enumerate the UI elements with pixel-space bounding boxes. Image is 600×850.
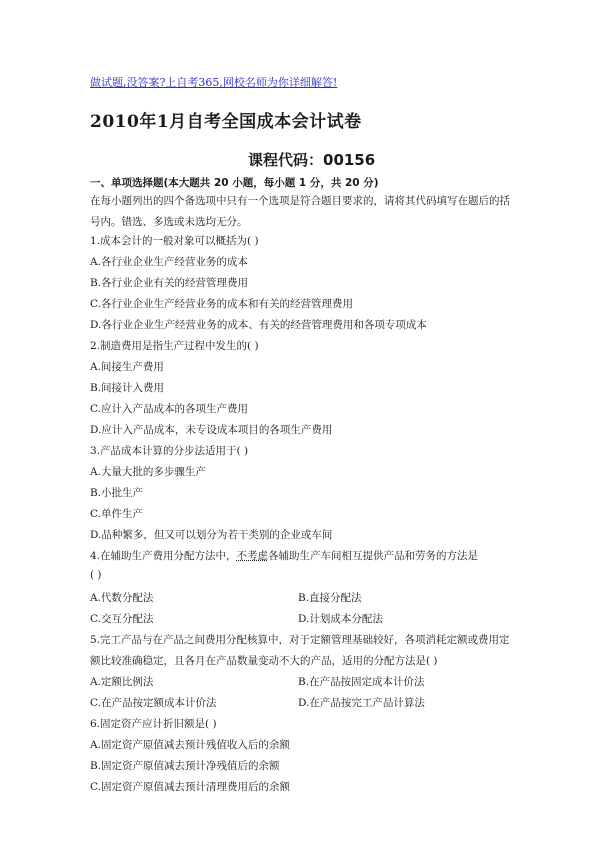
question-4-stem-before: 4.在辅助生产费用分配方法中， <box>90 550 237 562</box>
question-4-stem <box>90 548 478 563</box>
question-5-stem-line2: 额比较准确稳定，且各月在产品数量变动不大的产品，适用的分配方法是( ) <box>90 655 438 667</box>
question-5-stem-line1: 5.完工产品与在产品之间费用分配核算中，对于定额管理基础较好，各项消耗定额或费用定 <box>90 634 510 646</box>
question-2-option-d: D.应计入产品成本，未专设成本项目的各项生产费用 <box>90 424 333 436</box>
question-1-option-a: A.各行业企业生产经营业务的成本 <box>90 256 248 268</box>
question-3-stem: 3.产品成本计算的分步法适用于( ) <box>90 445 249 457</box>
question-1-stem: 1.成本会计的一般对象可以概括为( ) <box>90 235 259 247</box>
question-2-option-a: A.间接生产费用 <box>90 361 164 373</box>
question-4-option-b: B.直接分配法 <box>298 592 362 604</box>
question-6-option-c: C.固定资产原值减去预计清理费用后的余额 <box>90 781 290 793</box>
question-5-option-c: C.在产品按定额成本计价法 <box>90 697 217 709</box>
question-2-stem: 2.制造费用是指生产过程中发生的( ) <box>90 340 259 352</box>
question-4-option-c: C.交互分配法 <box>90 613 154 625</box>
question-4-option-a: A.代数分配法 <box>90 592 154 604</box>
question-4-stem-after: 各辅助生产车间相互提供产品和劳务的方法是 <box>268 550 479 562</box>
course-code: 课程代码：00156 <box>248 151 376 169</box>
section-heading: 一、单项选择题(本大题共 20 小题，每小题 1 分，共 20 分) <box>90 177 379 189</box>
question-3-option-a: A.大量大批的多步骤生产 <box>90 466 206 478</box>
question-5-option-b: B.在产品按固定成本计价法 <box>298 676 425 688</box>
question-5-option-a: A.定额比例法 <box>90 676 154 688</box>
question-2-option-c: C.应计入产品成本的各项生产费用 <box>90 403 248 415</box>
question-4-stem-emphasis: 不考虑 <box>236 550 269 562</box>
question-6-option-b: B.固定资产原值减去预计净残值后的余额 <box>90 760 280 772</box>
question-1-option-d: D.各行业企业生产经营业务的成本、有关的经营管理费用和各项专项成本 <box>90 319 427 331</box>
question-1-option-b: B.各行业企业有关的经营管理费用 <box>90 277 249 289</box>
exam-title: 2010年1月自考全国成本会计试卷 <box>90 112 362 132</box>
question-2-option-b: B.间接计入费用 <box>90 382 165 394</box>
ad-link[interactable]: 做试题,没答案?上自考365,网校名师为你详细解答! <box>90 76 338 89</box>
question-6-option-a: A.固定资产原值减去预计残值收入后的余额 <box>90 739 290 751</box>
section-instructions: 在每小题列出的四个备选项中只有一个选项是符合题目要求的，请将其代码填写在题后的括号内。错选、多选或未选均无分。 <box>90 195 510 228</box>
question-5-option-d: D.在产品按完工产品计算法 <box>298 697 425 709</box>
question-1-option-c: C.各行业企业生产经营业务的成本和有关的经营管理费用 <box>90 298 353 310</box>
question-3-option-c: C.单件生产 <box>90 508 143 520</box>
question-3-option-b: B.小批生产 <box>90 487 144 499</box>
question-6-stem: 6.固定资产应计折旧额是( ) <box>90 718 217 730</box>
question-4-stem-line2: ( ) <box>90 569 102 581</box>
question-4-option-d: D.计划成本分配法 <box>298 613 383 625</box>
question-3-option-d: D.品种繁多，但又可以划分为若干类别的企业或车间 <box>90 529 333 541</box>
